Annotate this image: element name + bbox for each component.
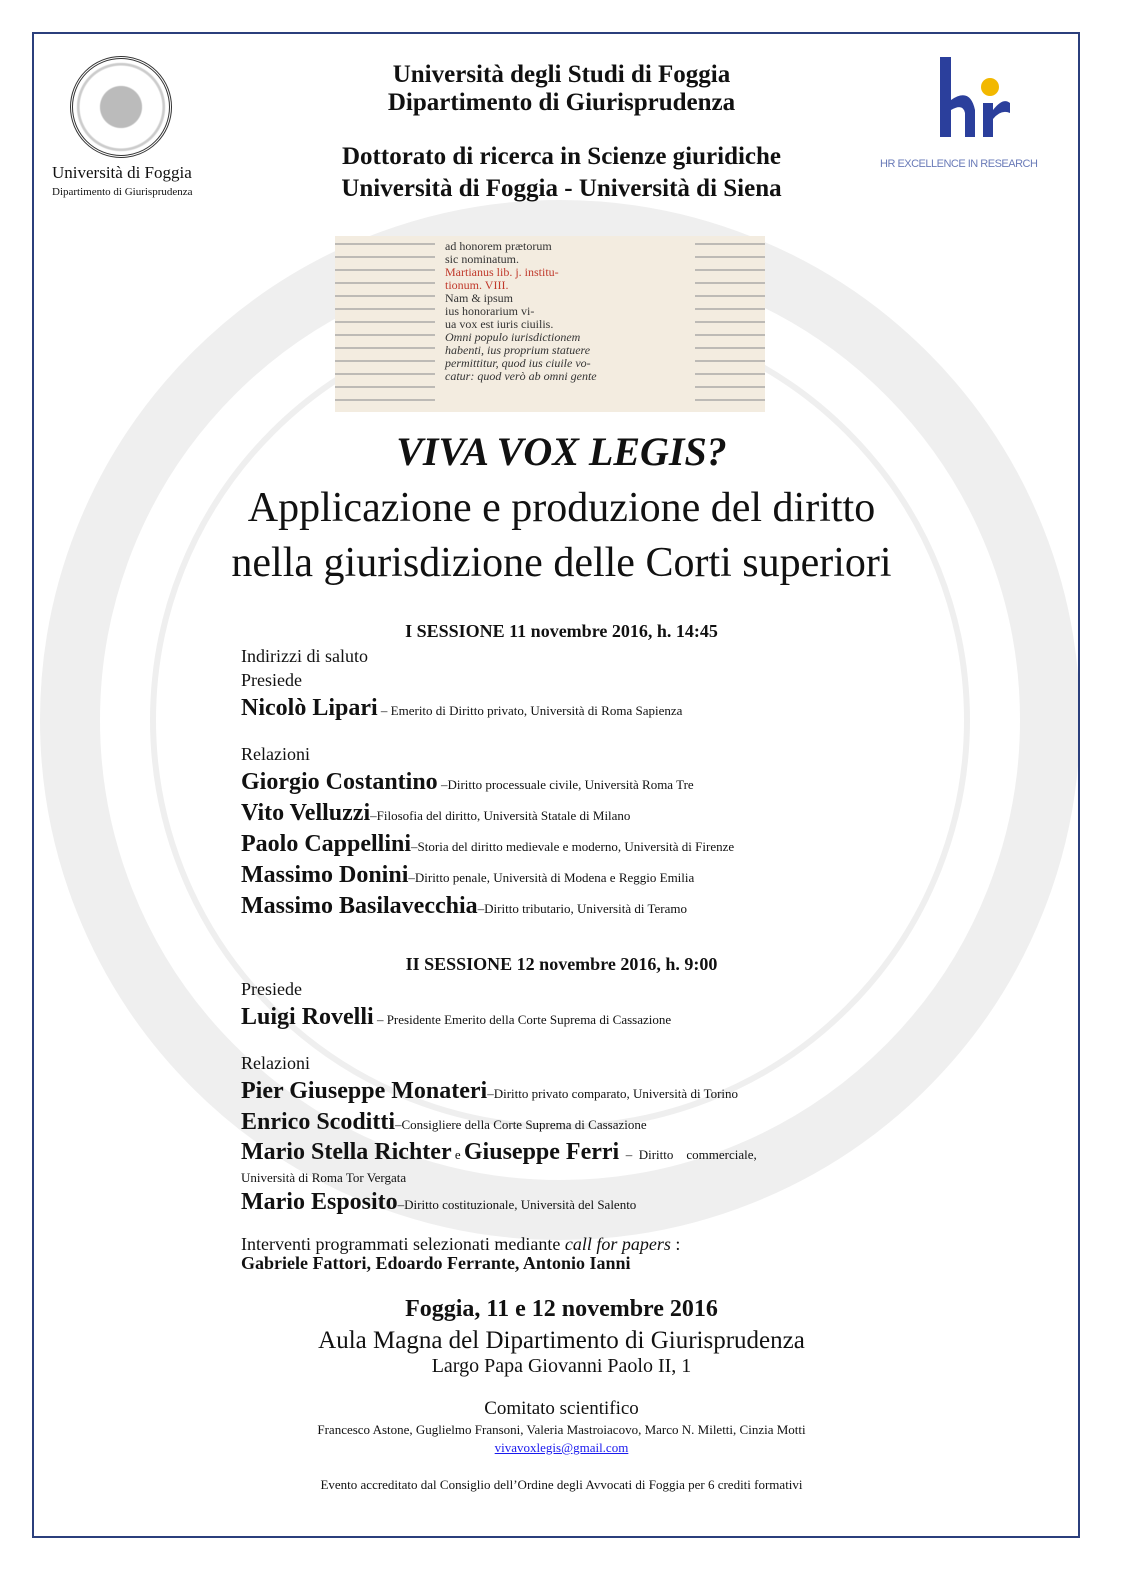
venue-hall: Aula Magna del Dipartimento di Giurisprudenza [318, 1327, 805, 1354]
event-subtitle-line-2: nella giurisdizione delle Corti superiori [231, 540, 892, 586]
committee-label: Comitato scientifico [484, 1398, 639, 1419]
logo-left-name: Università di Foggia [52, 163, 192, 182]
session-2-heading: II SESSIONE 12 novembre 2016, h. 9:00 [405, 954, 718, 974]
venue-date: Foggia, 11 e 12 novembre 2016 [405, 1296, 718, 1322]
venue-address: Largo Papa Giovanni Paolo II, 1 [431, 1355, 692, 1377]
speaker-entry: Giorgio Costantino –Diritto processuale civile, Università Roma Tre [241, 769, 694, 795]
event-subtitle-line-1: Applicazione e produzione del diritto [247, 485, 876, 531]
doctorate-name: Dottorato di ricerca in Scienze giuridiche [341, 143, 782, 170]
email-link[interactable]: vivavoxlegis@gmail.com [494, 1440, 629, 1455]
chair-label: Presiede [241, 670, 302, 690]
department-name: Dipartimento di Giurisprudenza [387, 89, 736, 116]
speaker-entry: Pier Giuseppe Monateri–Diritto privato comparato, Università di Torino [241, 1078, 739, 1104]
interventions-names: Gabriele Fattori, Edoardo Ferrante, Antonio Ianni [241, 1253, 631, 1273]
logo-left-sub: Dipartimento di Giurisprudenza [52, 186, 193, 198]
speaker-entry: Massimo Basilavecchia–Diritto tributario, Università di Teramo [241, 893, 687, 919]
speaker-entry: Paolo Cappellini–Storia del diritto medievale e moderno, Università di Firenze [241, 831, 735, 857]
talks-label: Relazioni [241, 1053, 310, 1073]
speaker-entry: Nicolò Lipari – Emerito di Diritto privato, Università di Roma Sapienza [241, 695, 683, 721]
university-name: Università degli Studi di Foggia [392, 61, 731, 88]
greetings-label: Indirizzi di saluto [241, 646, 368, 666]
speaker-entry: Mario Stella Richter e Giuseppe Ferri – Diritto commerciale, [241, 1139, 757, 1165]
talks-label: Relazioni [241, 744, 310, 764]
speaker-affiliation: Università di Roma Tor Vergata [241, 1170, 407, 1185]
session-1-heading: I SESSIONE 11 novembre 2016, h. 14:45 [405, 621, 718, 641]
interventions-intro: Interventi programmati selezionati mediante call for papers : [241, 1234, 681, 1254]
chair-label: Presiede [241, 979, 302, 999]
accreditation-note: Evento accreditato dal Consiglio dell’Ordine degli Avvocati di Foggia per 6 crediti formativi [320, 1477, 803, 1492]
speaker-entry: Vito Velluzzi–Filosofia del diritto, Università Statale di Milano [241, 800, 631, 826]
speaker-entry: Luigi Rovelli – Presidente Emerito della Corte Suprema di Cassazione [241, 1004, 672, 1030]
partner-universities: Università di Foggia - Università di Siena [341, 175, 782, 202]
committee-members: Francesco Astone, Guglielmo Fransoni, Valeria Mastroiacovo, Marco N. Miletti, Cinzia Motti [317, 1422, 806, 1437]
speaker-entry: Mario Esposito–Diritto costituzionale, Università del Salento [241, 1189, 637, 1215]
hr-logo-caption: HR EXCELLENCE IN RESEARCH [880, 158, 1038, 170]
event-title: VIVA VOX LEGIS? [396, 429, 727, 474]
manuscript-image: ad honorem prætorum sic nominatum. Martianus lib. j. institu- tionum. VIII. Nam & ipsum ius honorarium vi- ua vox est iuris ciuilis. Omni populo iurisdictionem habenti, ius proprium statuere permittitur, quod ius ciuile vo- catur: quod verò ab omni gente [335, 236, 765, 412]
speaker-entry: Enrico Scoditti–Consigliere della Corte Suprema di Cassazione [241, 1109, 647, 1135]
speaker-entry: Massimo Donini–Diritto penale, Università di Modena e Reggio Emilia [241, 862, 695, 888]
